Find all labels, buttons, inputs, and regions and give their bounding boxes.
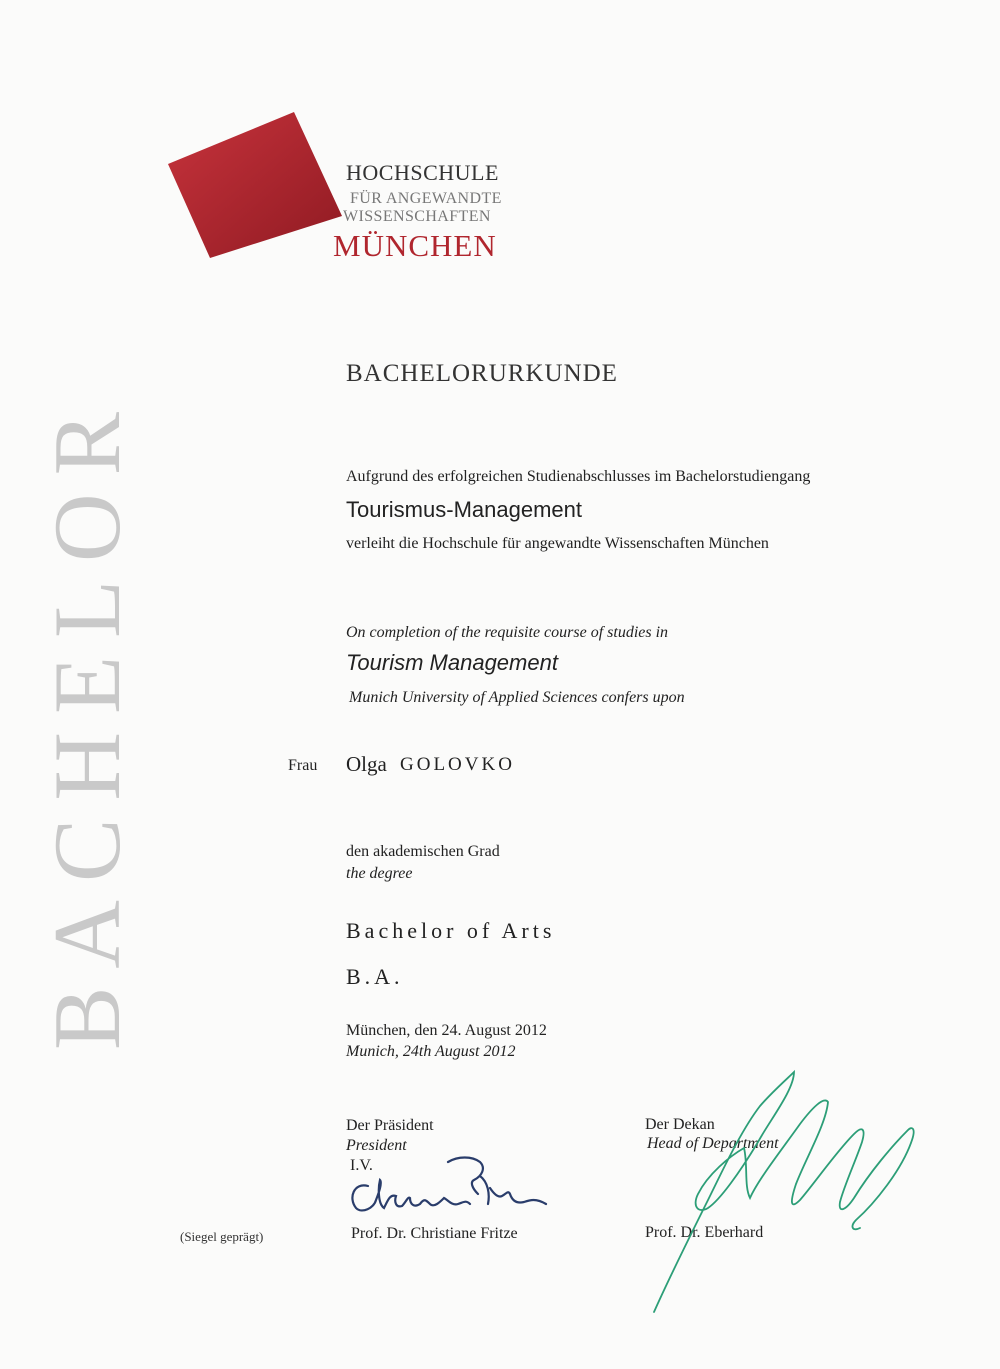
german-confer: verleiht die Hochschule für angewandte Wissenschaften München — [346, 535, 769, 552]
president-title-de: Der Präsident — [346, 1117, 434, 1134]
english-program: Tourism Management — [346, 650, 558, 675]
university-logo-mark — [166, 112, 356, 262]
logo-text-muenchen: MÜNCHEN — [333, 228, 497, 263]
document-title: BACHELORURKUNDE — [346, 360, 618, 387]
seal-note: (Siegel geprägt) — [180, 1229, 264, 1244]
dean-signature — [640, 1060, 940, 1320]
german-intro: Aufgrund des erfolgreichen Studienabschlusses im Bachelorstudiengang — [346, 468, 811, 485]
degree-label-en: the degree — [346, 865, 413, 882]
president-signature — [340, 1148, 560, 1223]
recipient-salutation: Frau — [288, 757, 318, 774]
degree-label-de: den akademischen Grad — [346, 843, 500, 860]
degree-name: Bachelor of Arts — [346, 918, 556, 943]
president-iv: I.V. — [350, 1157, 373, 1174]
recipient-first-name: Olga — [346, 752, 387, 776]
president-title-en: President — [346, 1137, 407, 1154]
date-en: Munich, 24th August 2012 — [346, 1043, 516, 1060]
logo-text-fuer-angewandte: FÜR ANGEWANDTE — [350, 190, 502, 207]
recipient-last-name: GOLOVKO — [400, 754, 515, 775]
dean-name: Prof. Dr. Eberhard — [645, 1224, 764, 1241]
dean-title-en: Head of Department — [647, 1135, 779, 1152]
english-confer: Munich University of Applied Sciences confers upon — [349, 689, 685, 706]
bachelor-watermark: BACHELOR — [34, 394, 140, 1050]
degree-abbreviation: B.A. — [346, 964, 404, 989]
dean-title-de: Der Dekan — [645, 1116, 715, 1133]
german-program: Tourismus-Management — [346, 497, 582, 522]
logo-text-hochschule: HOCHSCHULE — [346, 160, 499, 185]
logo-text-wissenschaften: WISSENSCHAFTEN — [343, 208, 491, 225]
president-name: Prof. Dr. Christiane Fritze — [351, 1225, 518, 1242]
date-de: München, den 24. August 2012 — [346, 1022, 547, 1039]
english-intro: On completion of the requisite course of studies in — [346, 624, 669, 641]
